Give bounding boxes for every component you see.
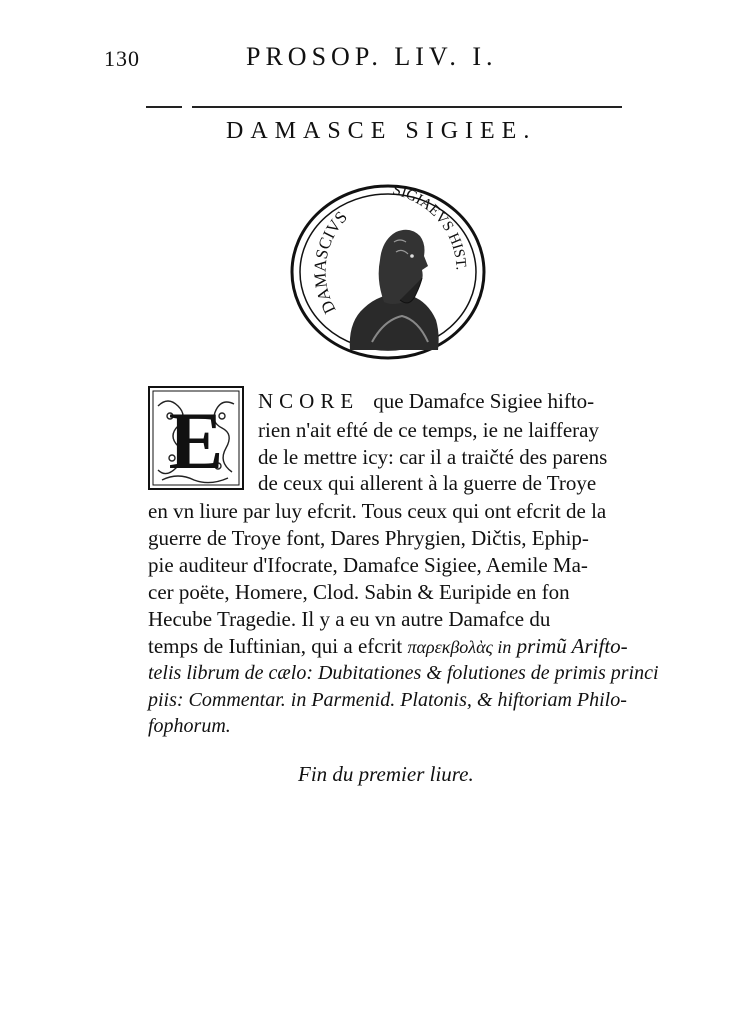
portrait-medallion xyxy=(288,182,488,362)
medallion-inscription-right: SIGIAEVS HIST. xyxy=(391,182,469,271)
page-number: 130 xyxy=(104,46,140,71)
lead-word: NCORE xyxy=(258,389,360,413)
text-line-10 xyxy=(148,636,628,657)
text-line-1-rest: que Damafce Sigiee hifto- xyxy=(373,389,595,413)
medallion-inscription-left: DAMASCIVS xyxy=(310,207,351,317)
text-line-4: de ceux qui allerent à la guerre de Troye xyxy=(258,471,597,495)
text-line-8: cer poëte, Homere, Clod. Sabin & Euripide en fon xyxy=(148,580,570,604)
italic-line-2: telis librum de cælo: Dubitationes & folutiones de primis princi xyxy=(148,662,659,684)
text-line-10-roman: temps de Iuftinian, qui a efcrit xyxy=(148,634,403,658)
text-line-5: en vn liure par luy efcrit. Tous ceux qui ont efcrit de la xyxy=(148,499,607,523)
colophon: Fin du premier liure. xyxy=(298,762,474,786)
text-line-3: de le mettre icy: car il a traičté des parens xyxy=(258,445,608,469)
running-head: PROSOP. LIV. I. xyxy=(246,42,498,71)
text-line-2: rien n'ait efté de ce temps, ie ne laifferay xyxy=(258,418,599,442)
header-rule-short xyxy=(146,106,182,108)
text-line-6: guerre de Troye font, Dares Phrygien, Dičtis, Ephip- xyxy=(148,526,589,550)
italic-line-1: primũ Arifto- xyxy=(516,634,628,658)
text-line-1 xyxy=(258,391,594,412)
text-line-9: Hecube Tragedie. Il y a eu vn autre Damafce du xyxy=(148,607,551,631)
drop-cap-letter: E xyxy=(168,395,224,486)
greek-phrase: παρεκβολὰς in xyxy=(407,637,512,657)
text-line-7: pie auditeur d'Ifocrate, Damafce Sigiee, Aemile Ma- xyxy=(148,553,588,577)
header-rule-long xyxy=(192,106,622,108)
drop-cap-initial xyxy=(148,386,244,490)
italic-line-4: fophorum. xyxy=(148,715,231,737)
italic-line-3: piis: Commentar. in Parmenid. Platonis, & hiftoriam Philo- xyxy=(148,689,627,711)
chapter-title: DAMASCE SIGIEE. xyxy=(226,118,537,144)
